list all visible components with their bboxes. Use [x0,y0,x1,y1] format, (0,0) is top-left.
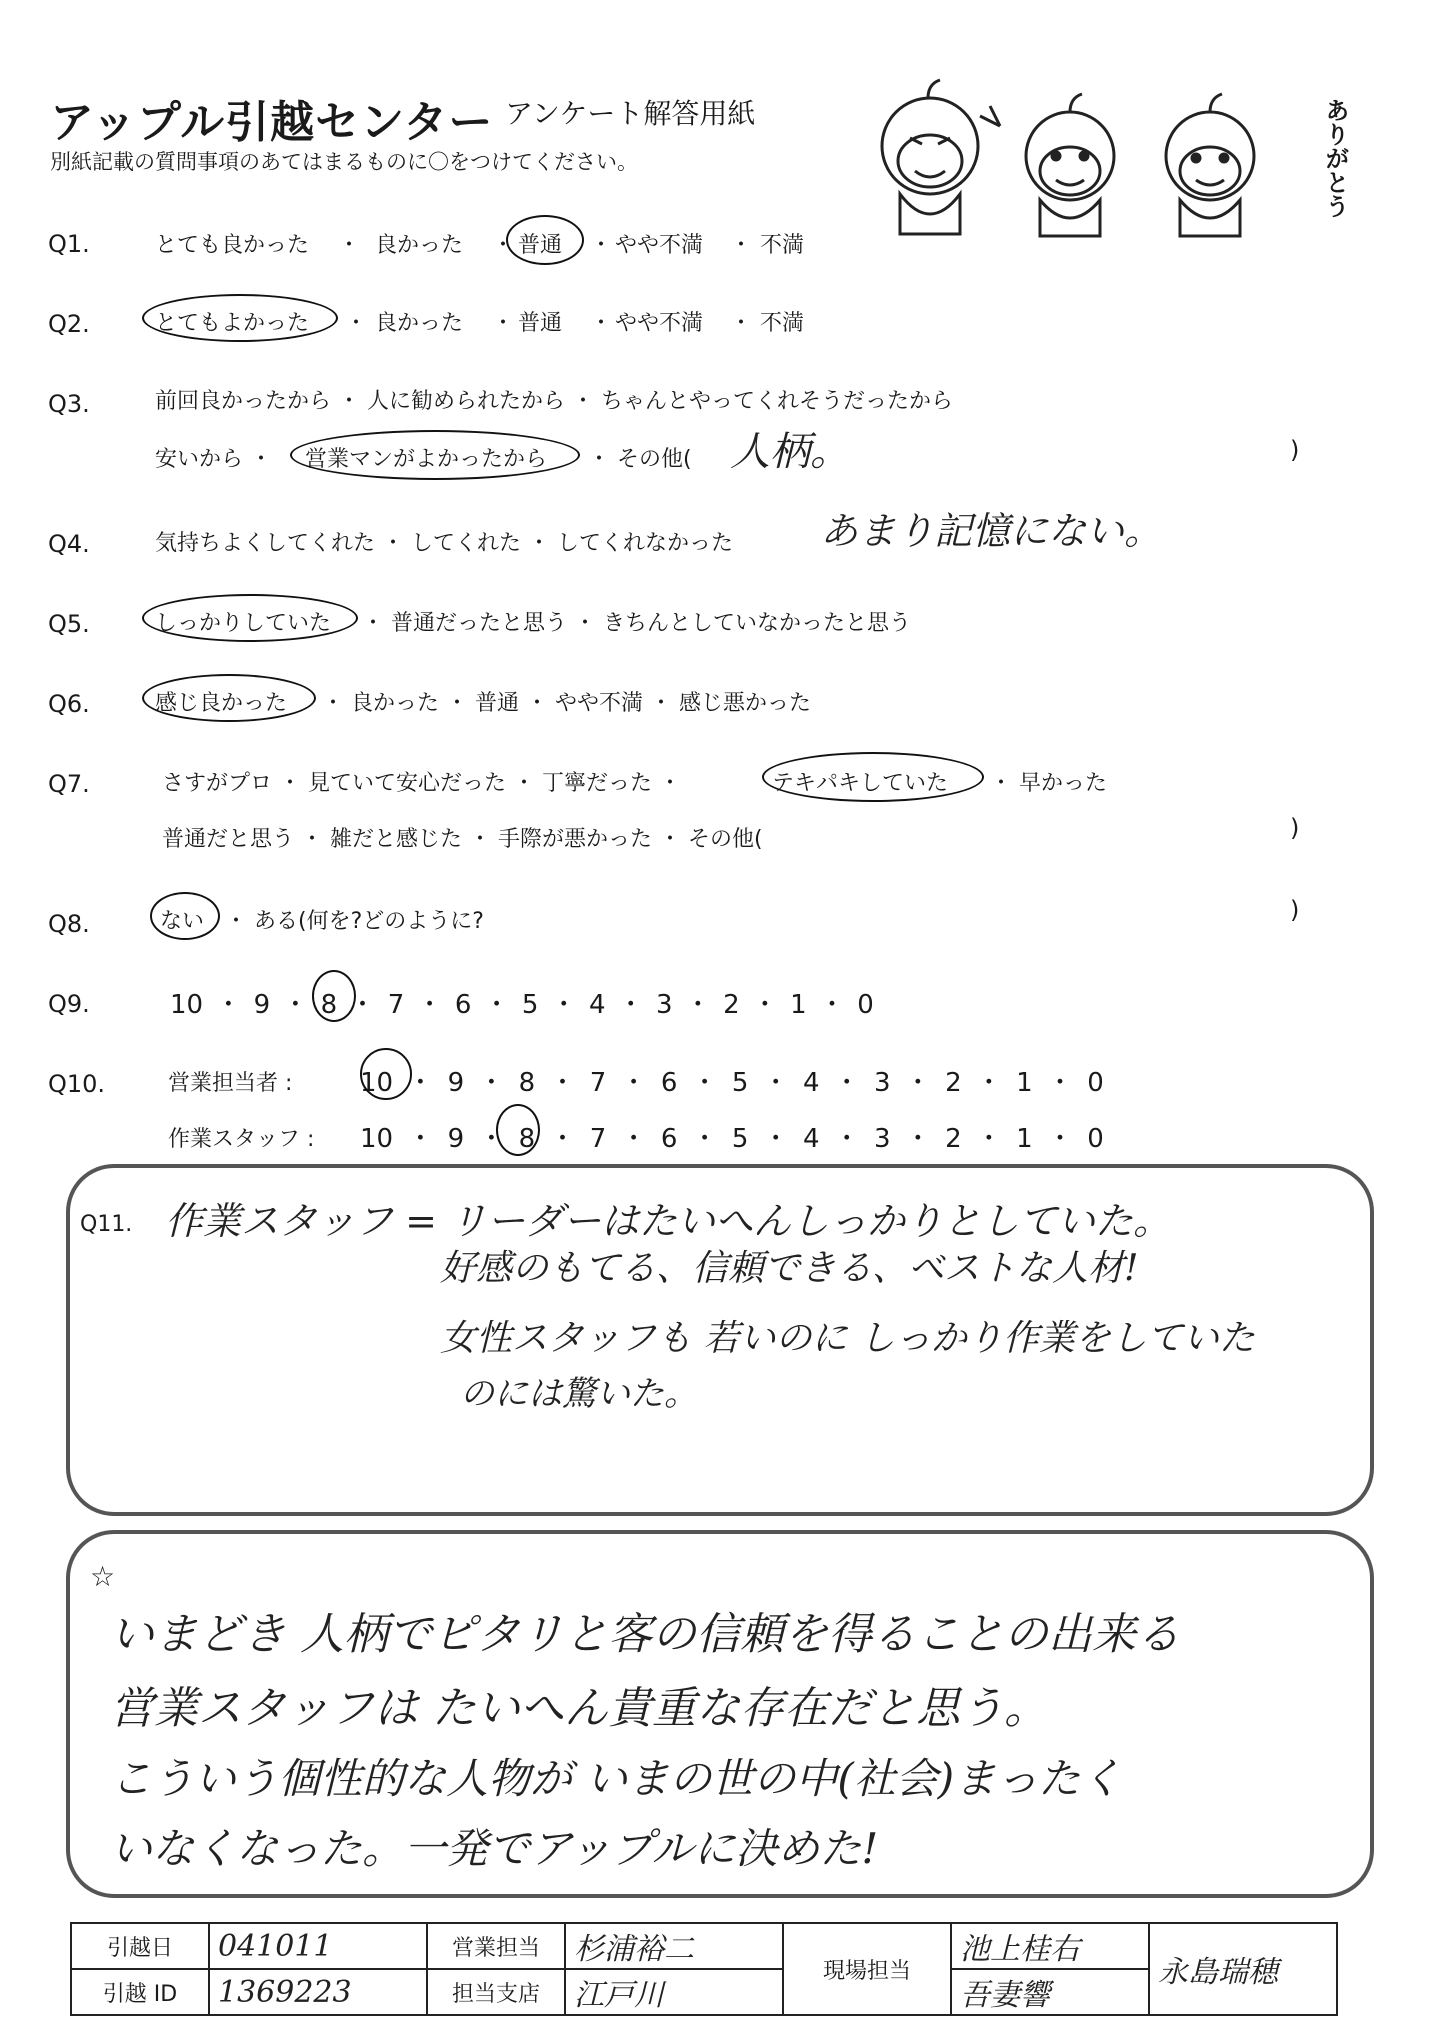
q3-option-salesman[interactable]: 営業マンがよかったから [305,447,548,472]
q3-answer-circle [290,430,580,480]
q2-sep-2: ・ [492,311,515,336]
q5-option-solid[interactable]: しっかりしていた [155,611,332,636]
sales-label: 営業担当 [427,1923,565,1969]
q3-option-other[interactable]: ・ その他( [588,447,692,472]
q10-staff-answer-circle [496,1104,540,1156]
q2-answer-circle [142,294,338,342]
q7-close-paren: ) [1290,814,1300,842]
star-icon: ☆ [90,1560,116,1593]
q1-option-3[interactable]: 普通 [518,233,563,258]
q2-option-2[interactable]: 良かった [375,311,464,336]
move-id-label: 引越 ID [71,1969,209,2015]
site-staff-label: 現場担当 [783,1923,951,2015]
q1-option-5[interactable]: 不満 [760,233,805,258]
q10-staff-scale[interactable]: 10 ・ 9 ・ 8 ・ 7 ・ 6 ・ 5 ・ 4 ・ 3 ・ 2 ・ 1 ・ 0 [360,1124,1104,1154]
q9-label: Q9. [48,990,90,1018]
q4-handwritten-answer: あまり記憶にない。 [820,509,1163,553]
comment-line-1: いまどき 人柄でピタリと客の信頼を得ることの出来る [110,1609,1180,1660]
q6-options-rest[interactable]: ・ 良かった ・ 普通 ・ やや不満 ・ 感じ悪かった [322,691,811,716]
form-subtitle: アンケート解答用紙 [505,97,756,130]
q3-label: Q3. [48,390,90,418]
branch-label: 担当支店 [427,1969,565,2015]
q1-option-4[interactable]: やや不満 [615,233,704,258]
q2-option-5[interactable]: 不満 [760,311,805,336]
form-title: アップル引越センター [50,97,494,148]
q7-options-line-2[interactable]: 普通だと思う ・ 雑だと感じた ・ 手際が悪かった ・ その他( [162,827,763,852]
q7-option-brisk[interactable]: テキパキしていた [772,771,949,796]
q2-sep-4: ・ [730,311,753,336]
q5-options-rest[interactable]: ・ 普通だったと思う ・ きちんとしていなかったと思う [362,611,911,636]
q7-label: Q7. [48,770,90,798]
q8-answer-circle [150,892,220,940]
q10-staff-label: 作業スタッフ : [168,1127,315,1152]
q11-line-1: 作業スタッフ = リーダーはたいへんしっかりとしていた。 [165,1199,1172,1243]
move-date-value: 041011 [209,1923,427,1969]
q10-sales-answer-circle [360,1048,412,1100]
q5-answer-circle [142,594,358,642]
instruction-text: 別紙記載の質問事項のあてはまるものに〇をつけてください。 [50,150,638,174]
q11-label: Q11. [80,1212,133,1237]
q9-scale[interactable]: 10 ・ 9 ・ 8 ・ 7 ・ 6 ・ 5 ・ 4 ・ 3 ・ 2 ・ 1 ・ 0 [170,990,874,1020]
q11-line-4: のには驚いた。 [460,1374,698,1414]
move-date-label: 引越日 [71,1923,209,1969]
q7-answer-circle [762,752,984,802]
comment-line-3: こういう個性的な人物が いまの世の中(社会)まったく [110,1754,1123,1803]
monkeys-illustration-icon [860,76,1310,256]
q2-sep-1: ・ [345,311,368,336]
q10-sales-label: 営業担当者 : [168,1071,293,1096]
q1-sep-1: ・ [338,233,361,258]
site-staff-3: 吾妻響 [951,1969,1149,2015]
q2-option-4[interactable]: やや不満 [615,311,704,336]
footer-info-table [70,1922,1338,2016]
q8-option-some[interactable]: ・ ある(何を?どのように? [225,909,484,934]
q6-answer-circle [142,674,316,722]
q2-option-1[interactable]: とてもよかった [155,311,310,336]
comment-line-4: いなくなった。一発でアップルに決めた! [110,1824,879,1873]
q6-label: Q6. [48,690,90,718]
thanks-text: ありがとう [1321,98,1349,218]
q4-label: Q4. [48,530,90,558]
comment-line-2: 営業スタッフは たいへん貴重な存在だと思う。 [110,1683,1048,1734]
q11-line-2: 好感のもてる、信頼できる、ベストな人材! [440,1248,1139,1289]
q9-answer-circle [312,970,356,1022]
q3-handwritten-answer: 人柄。 [730,429,850,475]
move-id-value: 1369223 [209,1969,427,2015]
q1-option-1[interactable]: とても良かった [155,233,310,258]
q1-label: Q1. [48,230,90,258]
q10-label: Q10. [48,1070,106,1098]
q5-label: Q5. [48,610,90,638]
q1-sep-3: ・ [590,233,613,258]
q7-options-2[interactable]: ・ 早かった [990,771,1107,796]
branch-value: 江戸川 [565,1969,783,2015]
q3-line-1[interactable]: 前回良かったから ・ 人に勧められたから ・ ちゃんとやってくれそうだったから [155,389,953,414]
q1-sep-2: ・ [492,233,515,258]
q8-close-paren: ) [1290,896,1300,924]
sales-value: 杉浦裕二 [565,1923,783,1969]
q2-sep-3: ・ [590,311,613,336]
q8-option-none[interactable]: ない [160,909,205,934]
q10-sales-scale[interactable]: 10 ・ 9 ・ 8 ・ 7 ・ 6 ・ 5 ・ 4 ・ 3 ・ 2 ・ 1 ・ 0 [360,1068,1104,1098]
q11-line-3: 女性スタッフも 若いのに しっかり作業をしていた [440,1318,1255,1359]
q1-answer-circle [506,215,584,265]
q1-sep-4: ・ [730,233,753,258]
site-staff-1: 池上桂右 [951,1923,1149,1969]
site-staff-2: 永島瑞穂 [1149,1923,1337,2015]
q6-option-good-feel[interactable]: 感じ良かった [155,691,288,716]
q1-option-2[interactable]: 良かった [375,233,464,258]
q2-option-3[interactable]: 普通 [518,311,563,336]
q8-label: Q8. [48,910,90,938]
q3-option-cheap[interactable]: 安いから ・ [155,447,272,472]
q4-options[interactable]: 気持ちよくしてくれた ・ してくれた ・ してくれなかった [155,531,733,556]
q7-options-1[interactable]: さすがプロ ・ 見ていて安心だった ・ 丁寧だった ・ [162,771,681,796]
q3-close-paren: ) [1290,436,1300,464]
q2-label: Q2. [48,310,90,338]
